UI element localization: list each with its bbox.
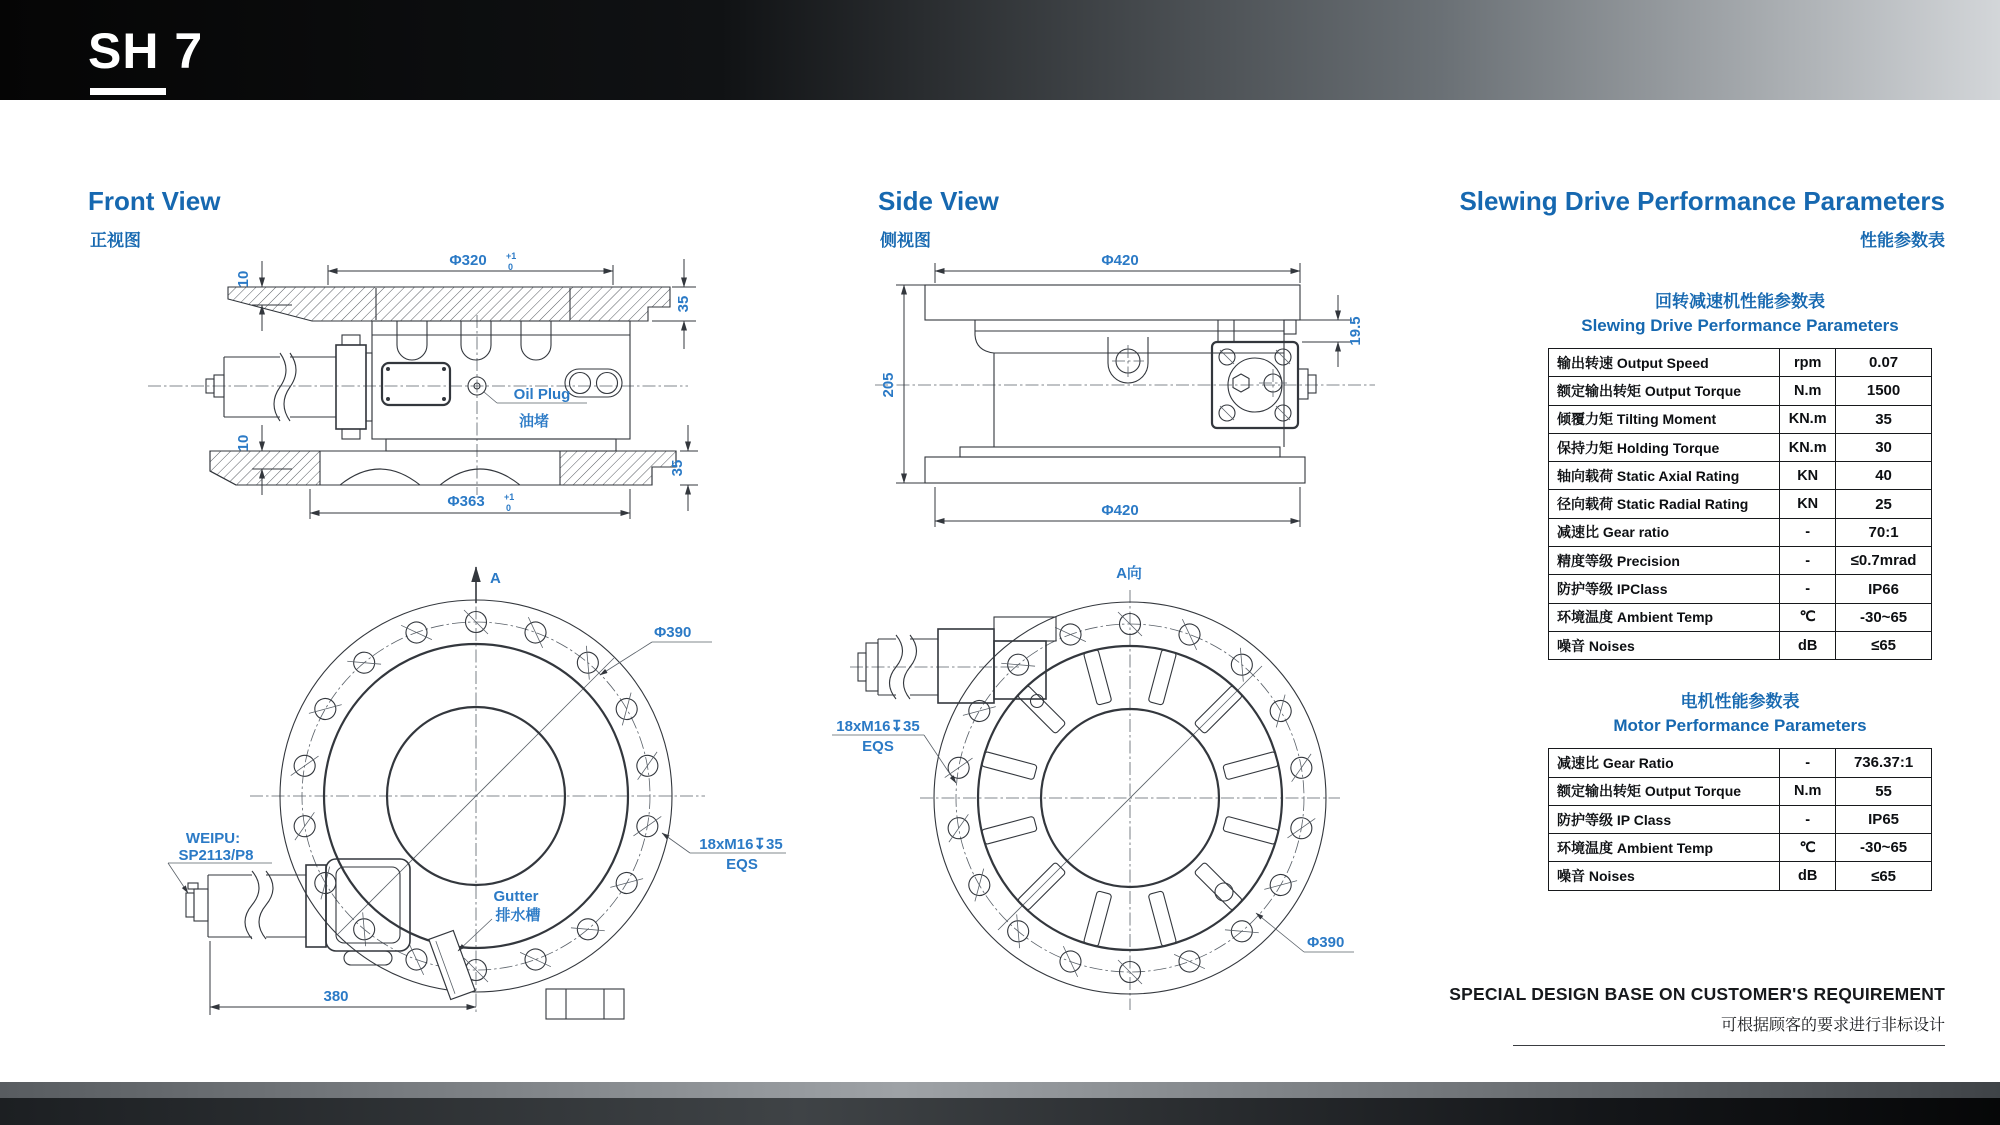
side-view-title-zh: 侧视图 — [880, 231, 931, 250]
param-unit: - — [1780, 575, 1836, 603]
custom-design-note-en: SPECIAL DESIGN BASE ON CUSTOMER'S REQUIREMENT — [1449, 984, 1945, 1004]
param-unit: rpm — [1780, 349, 1836, 377]
param-unit: dB — [1780, 862, 1836, 890]
view-label-a-dir: A向 — [1116, 565, 1142, 582]
param-value: 25 — [1836, 490, 1932, 518]
dim-label-35-bottom: 35 — [669, 459, 686, 477]
dim-label-lip10-top: 10 — [235, 270, 252, 288]
param-name: 减速比 Gear ratio — [1549, 518, 1780, 546]
param-name: 径向载荷 Static Radial Rating — [1549, 490, 1780, 518]
param-unit: ℃ — [1780, 603, 1836, 631]
param-value: 35 — [1836, 405, 1932, 433]
housing-body — [925, 320, 1305, 483]
dim-label-380: 380 — [323, 988, 349, 1005]
gutter-leader — [458, 919, 492, 951]
table-row — [1549, 462, 1932, 490]
dim-tol-dia363-dn: 0 — [506, 503, 512, 513]
param-value: 1500 — [1836, 377, 1932, 405]
dim-tol-dia320-up: +1 — [506, 251, 517, 261]
params-section-title: Slewing Drive Performance Parameters — [1459, 186, 1945, 216]
param-unit: - — [1780, 547, 1836, 575]
title-underline — [90, 88, 166, 95]
front-view-title-zh: 正视图 — [90, 231, 141, 250]
bolt-spec-note: EQS — [862, 738, 894, 755]
param-name: 减速比 Gear Ratio — [1549, 749, 1780, 777]
table-row — [1549, 603, 1932, 631]
param-value: -30~65 — [1836, 603, 1932, 631]
top-plate — [925, 285, 1300, 334]
slewing-drive-params-table — [1548, 348, 1932, 660]
param-value: ≤65 — [1836, 862, 1932, 890]
param-unit: KN — [1780, 490, 1836, 518]
table-row — [1549, 490, 1932, 518]
param-value: 55 — [1836, 777, 1932, 805]
param-name: 环境温度 Ambient Temp — [1549, 834, 1780, 862]
param-value: 0.07 — [1836, 349, 1932, 377]
param-unit: N.m — [1780, 377, 1836, 405]
bolt-circle-label: Φ390 — [654, 624, 692, 641]
bolt-circle-label: Φ390 — [1307, 934, 1345, 951]
param-value: 30 — [1836, 433, 1932, 461]
table-row — [1549, 777, 1932, 805]
dim-label-dia420-bottom: Φ420 — [1101, 502, 1139, 519]
table-row — [1549, 405, 1932, 433]
table-row — [1549, 349, 1932, 377]
param-name: 保持力矩 Holding Torque — [1549, 433, 1780, 461]
oil-plug-label-zh: 油堵 — [518, 413, 550, 430]
table-row — [1549, 518, 1932, 546]
custom-design-note-zh: 可根据顾客的要求进行非标设计 — [1720, 1017, 1945, 1034]
param-value: 736.37:1 — [1836, 749, 1932, 777]
params-section-title-zh: 性能参数表 — [1860, 231, 1945, 250]
param-name: 倾覆力矩 Tilting Moment — [1549, 405, 1780, 433]
param-value: ≤65 — [1836, 631, 1932, 659]
front-elevation-drawing — [140, 195, 700, 525]
param-value: -30~65 — [1836, 834, 1932, 862]
param-name: 环境温度 Ambient Temp — [1549, 603, 1780, 631]
param-unit: KN.m — [1780, 405, 1836, 433]
centerlines — [250, 585, 705, 1015]
param-unit: dB — [1780, 631, 1836, 659]
table-row — [1549, 631, 1932, 659]
dim-label-lip10-bottom: 10 — [235, 434, 252, 452]
param-name: 噪音 Noises — [1549, 862, 1780, 890]
table-row — [1549, 575, 1932, 603]
header-band — [0, 0, 2000, 100]
table2-title-zh: 电机性能参数表 — [1680, 692, 1800, 712]
footer-band-light — [0, 1082, 2000, 1098]
param-name: 轴向载荷 Static Axial Rating — [1549, 462, 1780, 490]
oil-plug-label-en: Oil Plug — [513, 386, 571, 403]
page-title: SH 7 — [88, 23, 204, 79]
param-value: IP66 — [1836, 575, 1932, 603]
dim-label-step19-5: 19.5 — [1347, 316, 1364, 346]
dim-label-dia320: Φ320 — [449, 252, 487, 269]
note-divider — [1513, 1045, 1945, 1046]
param-unit: - — [1780, 805, 1836, 833]
param-name: 防护等级 IPClass — [1549, 575, 1780, 603]
dim-label-dia420-top: Φ420 — [1101, 252, 1139, 269]
table1-title-en: Slewing Drive Performance Parameters — [1581, 316, 1899, 335]
table-row — [1549, 547, 1932, 575]
dim-tol-dia363-up: +1 — [504, 492, 515, 502]
param-name: 额定输出转矩 Output Torque — [1549, 377, 1780, 405]
connector-label-model: SP2113/P8 — [178, 847, 254, 864]
bottom-housing-bump — [546, 989, 624, 1019]
drive-motor-side — [206, 335, 372, 439]
param-value: 70:1 — [1836, 518, 1932, 546]
bottom-base-plate — [210, 451, 676, 485]
param-value: IP65 — [1836, 805, 1932, 833]
param-name: 防护等级 IP Class — [1549, 805, 1780, 833]
table1-title-zh: 回转减速机性能参数表 — [1655, 292, 1825, 311]
param-name: 精度等级 Precision — [1549, 547, 1780, 575]
table-row — [1549, 749, 1932, 777]
custom-design-note — [1325, 984, 1945, 1046]
table-row — [1549, 805, 1932, 833]
motor-params-table — [1548, 748, 1932, 890]
param-unit: - — [1780, 749, 1836, 777]
gutter-label-zh: 排水槽 — [495, 907, 541, 924]
dim-tol-dia320-dn: 0 — [508, 262, 514, 272]
connector-label-brand: WEIPU: — [185, 830, 241, 847]
table-row — [1549, 862, 1932, 890]
dim-label-dia363: Φ363 — [447, 493, 485, 510]
table2-title-en: Motor Performance Parameters — [1613, 716, 1867, 736]
view-arrow-a-label: A — [490, 570, 501, 587]
front-bottom-view-drawing — [130, 545, 810, 1065]
param-unit: - — [1780, 518, 1836, 546]
side-elevation-drawing — [860, 195, 1390, 540]
param-unit: KN — [1780, 462, 1836, 490]
param-name: 噪音 Noises — [1549, 631, 1780, 659]
table-row — [1549, 433, 1932, 461]
bolt-spec-note: EQS — [726, 856, 758, 873]
param-unit: ℃ — [1780, 834, 1836, 862]
param-name: 额定输出转矩 Output Torque — [1549, 777, 1780, 805]
parameters-column — [1548, 290, 1932, 891]
dim-label-35-top: 35 — [675, 295, 692, 313]
param-unit: KN.m — [1780, 433, 1836, 461]
param-value: ≤0.7mrad — [1836, 547, 1932, 575]
param-value: 40 — [1836, 462, 1932, 490]
dim-label-height205: 205 — [880, 372, 897, 398]
dimension-step19-5 — [1296, 295, 1352, 367]
motor-flange-block — [1212, 320, 1316, 428]
bolt-spec-label: 18xM16↧35 — [836, 718, 920, 735]
param-unit: N.m — [1780, 777, 1836, 805]
side-view-title: Side View — [878, 186, 999, 216]
table-row — [1549, 834, 1932, 862]
top-mounting-plate — [228, 287, 670, 321]
gutter-label-en: Gutter — [493, 888, 539, 905]
bolt-spec-label: 18xM16↧35 — [699, 836, 783, 853]
front-view-title: Front View — [88, 186, 221, 216]
table-row — [1549, 377, 1932, 405]
param-name: 输出转速 Output Speed — [1549, 349, 1780, 377]
footer-band-dark — [0, 1098, 2000, 1125]
drive-motor-top — [858, 617, 1056, 703]
bolt-circle-leader — [600, 642, 712, 675]
